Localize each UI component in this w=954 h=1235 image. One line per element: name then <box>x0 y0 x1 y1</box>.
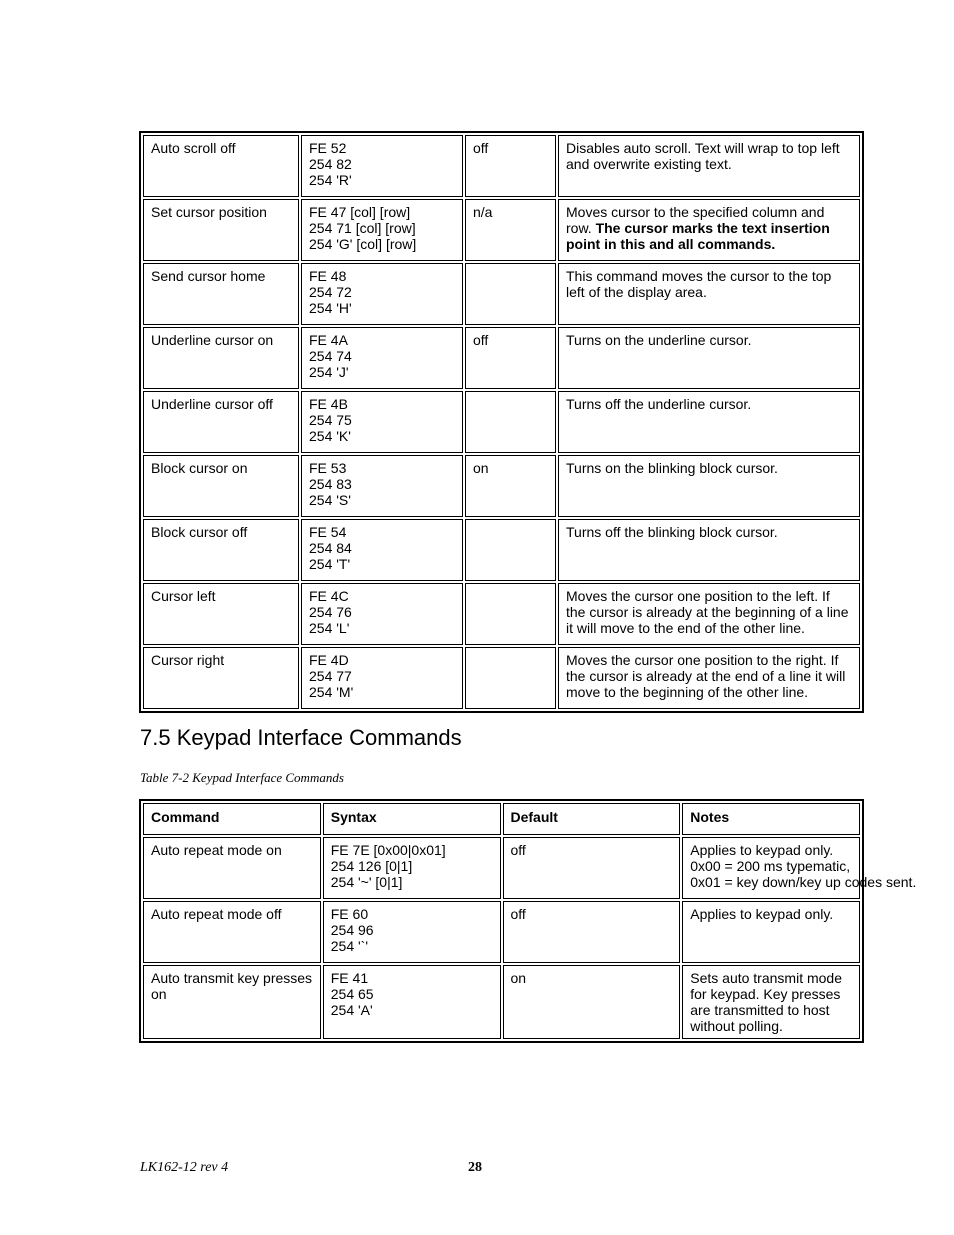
table-caption: Table 7-2 Keypad Interface Commands <box>140 770 344 785</box>
syntax-line: FE 7E [0x00|0x01] <box>330 842 446 858</box>
syntax-line: 254 77 <box>309 668 352 684</box>
syntax-line: FE 53 <box>309 460 347 476</box>
default-cell: off <box>465 135 556 197</box>
notes-cell <box>558 263 860 325</box>
default-cell: off <box>503 901 681 963</box>
default-cell: on <box>465 455 556 517</box>
command-cell: Underline cursor off <box>143 391 299 453</box>
syntax-line: FE 48 <box>309 268 347 284</box>
syntax-cell <box>301 583 463 645</box>
syntax-cell <box>301 455 463 517</box>
default-cell <box>465 519 556 581</box>
notes-cell <box>558 327 860 389</box>
syntax-line: 254 76 <box>309 604 352 620</box>
syntax-cell <box>301 135 463 197</box>
syntax-line: 254 'M' <box>309 684 354 700</box>
notes-line: 0x00 = 200 ms typematic, <box>690 858 851 874</box>
syntax-line: 254 'J' <box>309 364 349 380</box>
syntax-line: 254 72 <box>309 284 352 300</box>
command-cell: Auto transmit key presses on <box>143 965 321 1039</box>
syntax-line: 254 '~' [0|1] <box>330 874 403 890</box>
default-cell: off <box>465 327 556 389</box>
notes-text: Turns on the blinking block cursor. <box>566 460 778 476</box>
syntax-line: 254 74 <box>309 348 352 364</box>
syntax-line: 254 '`' <box>330 938 369 954</box>
header-command: Command <box>143 803 321 835</box>
syntax-line: 254 71 [col] [row] <box>309 220 416 236</box>
command-cell: Auto repeat mode off <box>143 901 321 963</box>
default-cell: n/a <box>465 199 556 261</box>
table-row <box>143 837 860 899</box>
syntax-line: FE 41 <box>330 970 369 986</box>
notes-text: Turns off the blinking block cursor. <box>566 524 778 540</box>
notes-bold-text: The cursor marks the text insertion point in this and all commands. <box>566 220 830 252</box>
syntax-cell <box>301 647 463 709</box>
syntax-cell <box>301 263 463 325</box>
command-cell: Block cursor off <box>143 519 299 581</box>
notes-cell <box>558 135 860 197</box>
table-row <box>143 901 860 963</box>
notes-cell <box>558 647 860 709</box>
command-cell: Send cursor home <box>143 263 299 325</box>
default-cell <box>465 583 556 645</box>
table-row <box>143 647 860 709</box>
syntax-cell <box>323 965 501 1039</box>
notes-cell <box>558 583 860 645</box>
syntax-line: FE 60 <box>330 906 369 922</box>
syntax-line: FE 54 <box>309 524 347 540</box>
syntax-line: 254 'K' <box>309 428 351 444</box>
table-row <box>143 327 860 389</box>
notes-text: Turns on the underline cursor. <box>566 332 752 348</box>
syntax-cell <box>323 837 501 899</box>
notes-cell <box>682 837 917 899</box>
table-row <box>143 199 860 261</box>
table-row <box>143 263 860 325</box>
syntax-line: 254 'H' <box>309 300 352 316</box>
syntax-line: 254 'A' <box>330 1002 373 1018</box>
table-row <box>143 583 860 645</box>
syntax-line: FE 47 [col] [row] <box>309 204 411 220</box>
notes-text: Turns off the underline cursor. <box>566 396 752 412</box>
syntax-cell <box>301 327 463 389</box>
table-header-row <box>143 803 860 835</box>
default-cell: on <box>503 965 681 1039</box>
syntax-line: 254 84 <box>309 540 352 556</box>
header-notes: Notes <box>682 803 860 835</box>
keypad-commands-table <box>139 799 917 1043</box>
syntax-line: 254 'T' <box>309 556 351 572</box>
notes-line: Applies to keypad only. <box>690 842 834 858</box>
commands-table <box>139 131 864 713</box>
notes-text: Applies to keypad only. <box>690 906 834 922</box>
syntax-line: FE 4C <box>309 588 349 604</box>
table-row <box>143 135 860 197</box>
notes-cell <box>558 455 860 517</box>
syntax-line: 254 82 <box>309 156 352 172</box>
syntax-line: 254 'L' <box>309 620 350 636</box>
notes-text: Moves the cursor one position to the left. If the cursor is already at the beginning of a line it will move to the end of the other line. <box>566 588 849 636</box>
syntax-line: 254 'G' [col] [row] <box>309 236 417 252</box>
notes-text: This command moves the cursor to the top left of the display area. <box>566 268 832 300</box>
syntax-line: FE 52 <box>309 140 347 156</box>
table-row <box>143 965 860 1039</box>
notes-cell <box>558 199 860 261</box>
syntax-cell <box>323 901 501 963</box>
command-cell: Cursor right <box>143 647 299 709</box>
notes-cell <box>558 519 860 581</box>
syntax-line: 254 83 <box>309 476 352 492</box>
notes-cell <box>682 901 860 963</box>
default-cell <box>465 647 556 709</box>
command-cell: Auto repeat mode on <box>143 837 321 899</box>
syntax-line: FE 4D <box>309 652 349 668</box>
syntax-line: 254 65 <box>330 986 374 1002</box>
default-cell <box>465 391 556 453</box>
syntax-line: 254 'S' <box>309 492 351 508</box>
notes-line: 0x01 = key down/key up codes sent. <box>690 874 917 890</box>
command-cell: Cursor left <box>143 583 299 645</box>
table-row <box>143 455 860 517</box>
syntax-cell <box>301 391 463 453</box>
default-cell: off <box>503 837 681 899</box>
command-cell: Auto scroll off <box>143 135 299 197</box>
syntax-line: 254 126 [0|1] <box>330 858 413 874</box>
syntax-cell <box>301 519 463 581</box>
syntax-line: 254 'R' <box>309 172 352 188</box>
notes-text: Moves the cursor one position to the right. If the cursor is already at the end of a line it will move to the beginning of the other line. <box>566 652 846 700</box>
command-cell: Underline cursor on <box>143 327 299 389</box>
notes-text: Sets auto transmit mode for keypad. Key presses are transmitted to host without polling. <box>690 970 842 1034</box>
table-row <box>143 519 860 581</box>
page-number: 28 <box>468 1160 482 1175</box>
notes-text: Moves cursor to the specified column and row. <box>566 204 825 236</box>
notes-cell <box>558 391 860 453</box>
table-row <box>143 391 860 453</box>
syntax-line: FE 4B <box>309 396 348 412</box>
section-heading: 7.5 Keypad Interface Commands <box>140 725 462 750</box>
header-default: Default <box>503 803 681 835</box>
syntax-line: 254 75 <box>309 412 352 428</box>
notes-text: Disables auto scroll. Text will wrap to top left and overwrite existing text. <box>566 140 840 172</box>
command-cell: Set cursor position <box>143 199 299 261</box>
footer-document-id: LK162-12 rev 4 <box>140 1160 229 1175</box>
syntax-line: 254 96 <box>330 922 374 938</box>
header-syntax: Syntax <box>323 803 501 835</box>
syntax-cell <box>301 199 463 261</box>
default-cell <box>465 263 556 325</box>
notes-cell <box>682 965 860 1039</box>
syntax-line: FE 4A <box>309 332 348 348</box>
command-cell: Block cursor on <box>143 455 299 517</box>
